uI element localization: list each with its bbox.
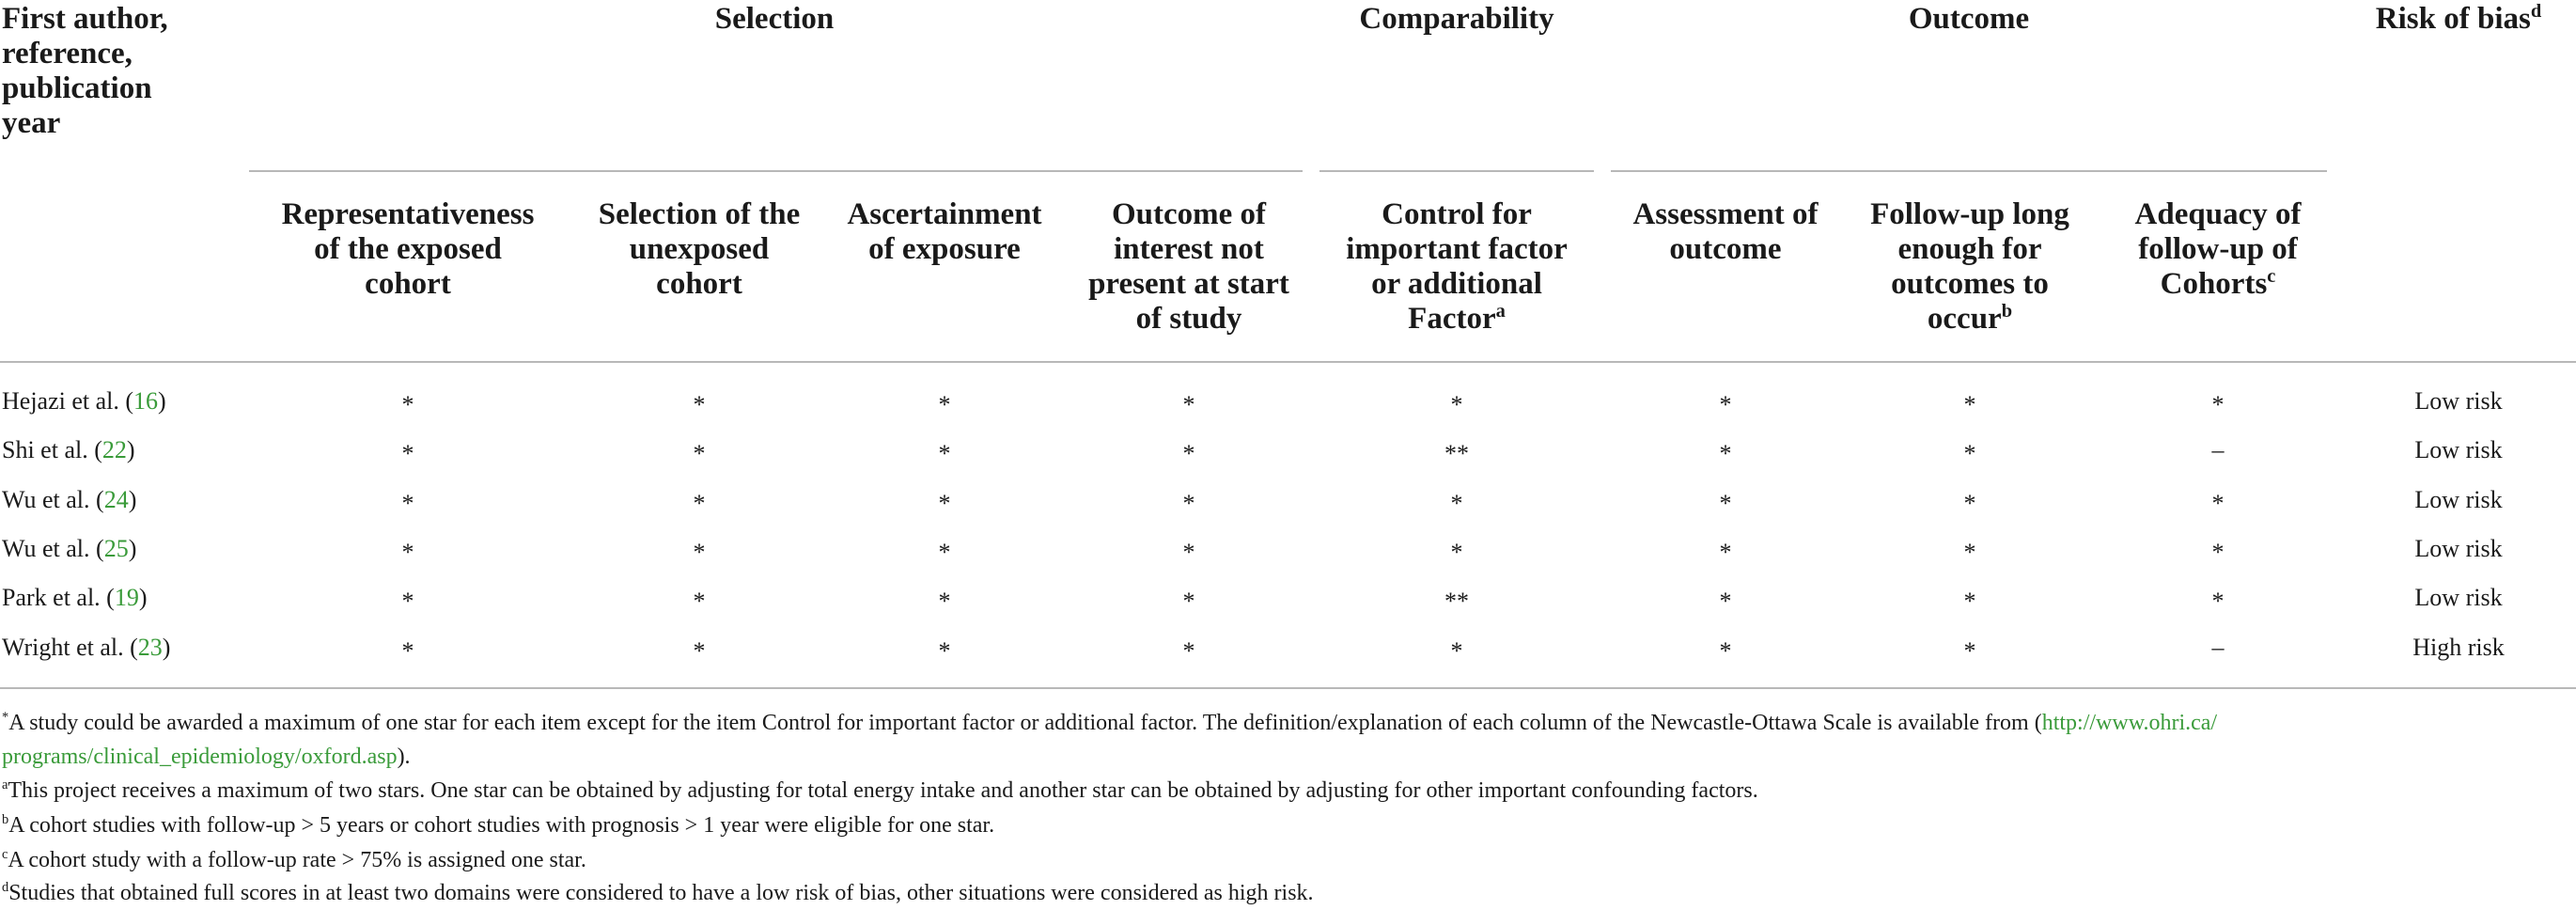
header-line: Outcome of (1111, 197, 1267, 231)
first-author-header (2, 2, 209, 141)
header-line: year (2, 106, 61, 140)
reference-link[interactable]: 22 (101, 436, 127, 463)
author-close-paren: ) (158, 387, 166, 415)
risk-of-bias-cell: Low risk (2414, 535, 2503, 562)
star-rating-cell: * (938, 440, 951, 467)
star-rating-cell: * (1450, 391, 1463, 418)
author-name: Park et al. ( (2, 584, 115, 611)
header-line: Adequacy of (2134, 197, 2302, 231)
header-line: Follow-up long (1870, 197, 2069, 231)
header-line: interest not (1114, 232, 1264, 266)
col-follow-up-long (1829, 197, 2111, 337)
footnote-mark: a (1495, 301, 1506, 322)
author-name: Shi et al. ( (2, 436, 102, 463)
header-line: of exposure (868, 232, 1021, 266)
footnote-link-continued[interactable]: programs/clinical_epidemiology/oxford.asp (2, 745, 398, 769)
footnote-b (2, 808, 2558, 842)
author-close-paren: ) (128, 535, 137, 562)
star-rating-cell: * (401, 440, 414, 467)
selection-underline (249, 170, 1303, 172)
header-line: follow-up of (2138, 232, 2298, 266)
footnote-mark: b (2, 812, 9, 827)
star-rating-cell: * (1182, 440, 1195, 467)
star-rating-cell: * (693, 539, 706, 566)
star-rating-cell: * (1963, 440, 1976, 467)
dash-cell: – (2211, 436, 2225, 463)
star-rating-cell: * (1719, 539, 1732, 566)
table-bottom-rule (0, 687, 2576, 689)
star-rating-cell: * (1182, 588, 1195, 615)
footnote-mark: c (2, 847, 8, 862)
header-line: or additional (1371, 267, 1542, 301)
footnote-d (2, 876, 2558, 910)
footnote-mark: a (2, 777, 8, 792)
comparability-underline (1319, 170, 1594, 172)
star-rating-cell: * (693, 490, 706, 517)
header-line: cohort (365, 267, 451, 301)
footnote-mark: c (2267, 266, 2276, 287)
reference-link[interactable]: 24 (103, 486, 129, 513)
star-rating-cell: * (1963, 490, 1976, 517)
header-line: outcomes to (1891, 267, 2049, 301)
star-rating-cell: * (693, 637, 706, 665)
star-rating-cell: * (1719, 588, 1732, 615)
footnote-c (2, 843, 2558, 877)
header-line: of the exposed (314, 232, 502, 266)
dash-cell: – (2211, 634, 2225, 661)
star-rating-cell: * (1182, 637, 1195, 665)
author-close-paren: ) (138, 584, 148, 611)
header-line: Assessment of (1632, 197, 1819, 231)
star-rating-cell: * (1450, 539, 1463, 566)
author-close-paren: ) (126, 436, 135, 463)
footnote-mark: d (2, 880, 9, 895)
header-line: Selection of the (598, 197, 801, 231)
star-rating-cell: * (938, 588, 951, 615)
star-rating-cell: * (1450, 637, 1463, 665)
star-rating-cell: * (1963, 588, 1976, 615)
reference-link[interactable]: 16 (133, 387, 159, 415)
star-rating-cell: * (1963, 637, 1976, 665)
star-rating-cell: ** (1444, 440, 1469, 467)
star-rating-cell: * (2211, 588, 2225, 615)
reference-link[interactable]: 25 (103, 535, 129, 562)
star-rating-cell: * (401, 637, 414, 665)
star-rating-cell: * (1182, 391, 1195, 418)
footnote-link[interactable]: http://www.ohri.ca/ (2041, 711, 2218, 735)
footnote-text: This project receives a maximum of two stars. One star can be obtained by adjusting for total energy intake and another star can be obtained by adjusting for other important confounding factors. (8, 778, 1758, 803)
author-name: Wu et al. ( (2, 486, 104, 513)
star-rating-cell: * (401, 490, 414, 517)
header-line: outcome (1669, 232, 1782, 266)
star-rating-cell: * (401, 588, 414, 615)
header-line-text: Cohorts (2160, 267, 2268, 301)
star-rating-cell: * (1963, 391, 1976, 418)
row-author (2, 486, 136, 514)
star-rating-cell: * (1719, 391, 1732, 418)
star-rating-cell: * (1450, 490, 1463, 517)
comparability-group-header: Comparability (1359, 2, 1554, 36)
col-selection-unexposed (558, 197, 840, 302)
footnote-text: Studies that obtained full scores in at least two domains were considered to have a low risk of bias, other situations were considered as high risk. (8, 881, 1314, 905)
footnote-mark: * (2, 710, 9, 725)
author-close-paren: ) (162, 634, 171, 661)
risk-of-bias-cell: Low risk (2414, 387, 2503, 415)
outcome-group-header: Outcome (1908, 2, 2030, 36)
header-line: cohort (656, 267, 742, 301)
selection-group-header: Selection (714, 2, 835, 36)
header-line: Representativeness (281, 197, 535, 231)
star-rating-cell: * (693, 391, 706, 418)
star-rating-cell: * (693, 588, 706, 615)
header-line: enough for (1897, 232, 2042, 266)
star-rating-cell: * (1963, 539, 1976, 566)
footnote-text: A cohort studies with follow-up > 5 years or cohort studies with prognosis > 1 year were eligible for one star. (8, 813, 995, 838)
outcome-underline (1611, 170, 2327, 172)
risk-of-bias-cell: Low risk (2414, 436, 2503, 463)
star-rating-cell: * (1719, 440, 1732, 467)
row-author (2, 584, 148, 612)
reference-link[interactable]: 19 (114, 584, 139, 611)
col-assessment-outcome (1585, 197, 1866, 267)
header-line (1316, 302, 1598, 337)
header-line-text: Factor (1408, 302, 1496, 336)
footnote-a (2, 774, 2558, 808)
star-rating-cell: * (693, 440, 706, 467)
star-rating-cell: * (2211, 391, 2225, 418)
reference-link[interactable]: 23 (137, 634, 163, 661)
header-line-text: occur (1927, 302, 2002, 336)
star-rating-cell: ** (1444, 588, 1469, 615)
col-outcome-not-present (1048, 197, 1330, 337)
header-line (2077, 267, 2359, 302)
star-rating-cell: * (2211, 539, 2225, 566)
header-line: reference, (2, 37, 133, 71)
risk-of-bias-cell: High risk (2412, 634, 2505, 661)
star-rating-cell: * (938, 391, 951, 418)
star-rating-cell: * (401, 539, 414, 566)
header-bottom-rule (0, 361, 2576, 363)
risk-of-bias-label: Risk of bias (2375, 2, 2531, 36)
header-line: unexposed (629, 232, 770, 266)
header-line: publication (2, 71, 152, 105)
footnote-mark: d (2530, 1, 2542, 22)
star-rating-cell: * (2211, 490, 2225, 517)
author-name: Wright et al. ( (2, 634, 138, 661)
row-author (2, 535, 136, 563)
row-author (2, 634, 170, 662)
header-line: Control for (1382, 197, 1532, 231)
row-author (2, 387, 166, 416)
footnote-text: A cohort study with a follow-up rate > 75% is assigned one star. (8, 848, 586, 872)
star-rating-cell: * (1719, 637, 1732, 665)
footnote-text-end: ). (397, 745, 411, 769)
author-name: Wu et al. ( (2, 535, 104, 562)
header-line: present at start (1088, 267, 1289, 301)
risk-of-bias-cell: Low risk (2414, 584, 2503, 611)
star-rating-cell: * (938, 539, 951, 566)
author-name: Hejazi et al. ( (2, 387, 134, 415)
footnote-text: A study could be awarded a maximum of one star for each item except for the item Control for important factor or additional factor. The definition/explanation of each column of the Newcastle-Ottawa Scale is available from ( (8, 711, 2042, 735)
star-rating-cell: * (938, 637, 951, 665)
col-adequacy-follow-up (2077, 197, 2359, 302)
header-line (1829, 302, 2111, 337)
header-line: First author, (2, 2, 168, 36)
footnote-mark: b (2001, 301, 2013, 322)
row-author (2, 436, 135, 464)
star-rating-cell: * (1182, 539, 1195, 566)
risk-of-bias-header (2318, 2, 2576, 37)
header-line: important factor (1346, 232, 1568, 266)
col-control-factor (1316, 197, 1598, 337)
header-line: Ascertainment (847, 197, 1042, 231)
author-close-paren: ) (128, 486, 137, 513)
footnote-star (2, 706, 2558, 774)
header-line: of study (1135, 302, 1242, 336)
col-representativeness (267, 197, 549, 302)
col-ascertainment (804, 197, 1085, 267)
risk-of-bias-cell: Low risk (2414, 486, 2503, 513)
star-rating-cell: * (401, 391, 414, 418)
star-rating-cell: * (938, 490, 951, 517)
star-rating-cell: * (1182, 490, 1195, 517)
star-rating-cell: * (1719, 490, 1732, 517)
